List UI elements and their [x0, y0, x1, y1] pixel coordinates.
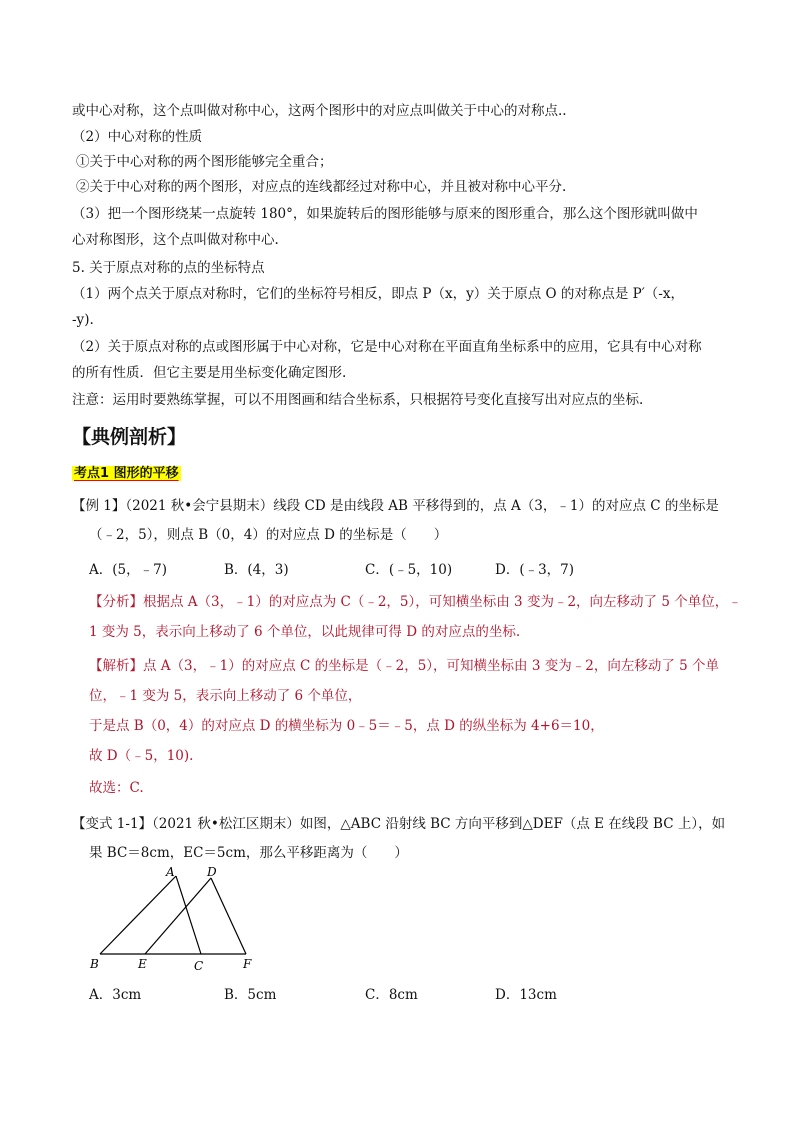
text-line: -y). — [72, 312, 94, 328]
solution-line: 位，﹣1 变为 5，表示向上移动了 6 个单位， — [89, 688, 362, 704]
solution-line: 于是点 B（0，4）的对应点 D 的横坐标为 0﹣5＝﹣5，点 D 的纵坐标为 4+6＝10， — [89, 718, 604, 734]
segment-ab — [100, 876, 176, 954]
example-question-line: （﹣2，5），则点 B（0，4）的对应点 D 的坐标是（ ） — [89, 527, 448, 543]
analysis-line: 1 变为 5，表示向上移动了 6 个单位，以此规律可得 D 的对应点的坐标. — [89, 624, 521, 640]
solution-line: 故 D（﹣5，10). — [89, 748, 194, 764]
variant-question-line: 果 BC＝8cm，EC＝5cm，那么平移距离为（ ） — [89, 845, 408, 861]
variant-question-line: 【变式 1-1】（2021 秋•松江区期末）如图，△ABC 沿射线 BC 方向平移到△DEF（点 E 在线段 BC 上），如 — [72, 816, 726, 832]
point-label-f: F — [243, 957, 252, 971]
example-question-line: 【例 1】（2021 秋•会宁县期末）线段 CD 是由线段 AB 平移得到的，点 A（3，﹣1）的对应点 C 的坐标是 — [72, 498, 719, 514]
option-d: D．(﹣3，7) — [495, 562, 575, 578]
option-d: D．13cm — [495, 987, 557, 1003]
text-line: （1）两个点关于原点对称时，它们的坐标符号相反，即点 P（x，y）关于原点 O 的对称点是 P′（-x， — [72, 286, 684, 302]
text-line: （2）中心对称的性质 — [72, 129, 203, 145]
text-line: 5. 关于原点对称的点的坐标特点 — [72, 260, 265, 276]
option-b: B．5cm — [224, 987, 277, 1003]
text-line: 或中心对称，这个点叫做对称中心，这两个图形中的对应点叫做关于中心的对称点.. — [72, 103, 567, 119]
option-c: C．8cm — [365, 987, 418, 1003]
option-a: A．(5，﹣7) — [89, 562, 167, 578]
analysis-line: 【分析】根据点 A（3，﹣1）的对应点为 C（﹣2，5），可知横坐标由 3 变为﹣2，向左移动了 5 个单位，﹣ — [89, 594, 742, 610]
option-b: B．(4，3) — [224, 562, 289, 578]
text-line: ①关于中心对称的两个图形能够完全重合； — [76, 154, 333, 170]
point-label-b: B — [90, 957, 99, 971]
solution-line: 【解析】点 A（3，﹣1）的对应点 C 的坐标是（﹣2，5），可知横坐标由 3 变为﹣2，向左移动了 5 个单 — [89, 658, 719, 674]
text-line: 注意：运用时要熟练掌握，可以不用图画和结合坐标系，只根据符号变化直接写出对应点的坐标. — [72, 392, 644, 408]
text-line: ②关于中心对称的两个图形，对应点的连线都经过对称中心，并且被对称中心平分. — [76, 179, 567, 195]
point-label-c: C — [194, 959, 204, 973]
point-label-e: E — [138, 957, 147, 971]
point-label-d: D — [207, 865, 217, 879]
segment-de — [145, 878, 211, 954]
segment-df — [211, 878, 246, 954]
point-label-a: A — [166, 865, 175, 879]
option-a: A．3cm — [89, 987, 142, 1003]
segment-ac — [176, 876, 201, 954]
topic-tag-label: 考点1 图形的平移 — [74, 466, 179, 481]
section-title: 【典例剖析】 — [72, 426, 187, 448]
text-line: 的所有性质．但它主要是用坐标变化确定图形. — [72, 365, 347, 381]
text-line: 心对称图形，这个点叫做对称中心. — [72, 232, 279, 248]
triangle-translation-figure — [80, 862, 270, 974]
text-line: （2）关于原点对称的点或图形属于中心对称，它是中心对称在平面直角坐标系中的应用，它具有中心对称 — [72, 339, 702, 355]
text-line: （3）把一个图形绕某一点旋转 180°，如果旋转后的图形能够与原来的图形重合，那么这个图形就叫做中 — [72, 206, 698, 222]
answer-line: 故选：C. — [89, 780, 144, 796]
option-c: C．(﹣5，10) — [365, 562, 453, 578]
topic-tag — [72, 463, 181, 484]
